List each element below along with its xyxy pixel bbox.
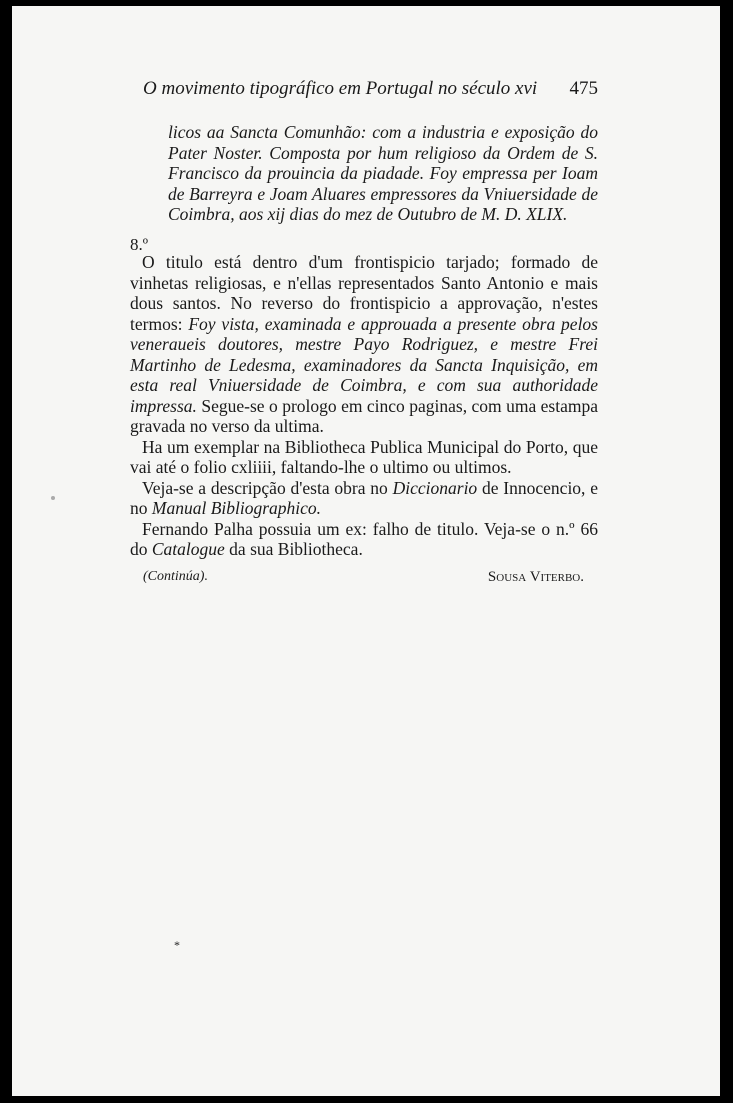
p4-text: Fernando Palha possuia um ex: falho de titulo. Veja-se o n.º 66 do <box>130 518 598 559</box>
p1-text-end: Segue-se o prologo em cinco paginas, com uma estampa gravada no verso da ultima. <box>130 395 598 436</box>
p3-diccionario: Diccionario <box>392 477 478 498</box>
running-header <box>143 78 598 100</box>
p3-manual: Manual Bibliographico. <box>151 498 322 518</box>
p1-approval-quote: Foy vista, examinada e approuada a presente obra pelos veneraueis doutores, mestre Payo Rodriguez, e mestre Frei Martinho de Ledesma, examinadores da Sancta Inquisição, em esta real Vniuersidade de Coimbra, e com sua authoridade impressa. <box>130 313 598 416</box>
p1-text: O titulo está dentro d'um frontispicio tarjado; formado de vinhetas religiosas, e n'ellas representados Santo Antonio e mais dous santos. No reverso do frontispicio a approvação, n'estes termos: <box>130 252 598 334</box>
author-name: Sousa Viterbo. <box>487 569 584 585</box>
p4-catalogue: Catalogue <box>151 539 225 559</box>
page-number: 475 <box>569 78 598 99</box>
paragraph-references <box>130 478 598 519</box>
title-quote <box>168 122 598 225</box>
footer-signature <box>143 569 598 585</box>
continua-label: (Continúa). <box>143 569 208 584</box>
paragraph-palha <box>130 519 598 560</box>
body-text <box>130 252 598 560</box>
header-title: O movimento tipográfico em Portugal no século xvi <box>143 78 538 99</box>
section-number: 8.º <box>130 235 149 254</box>
p4-text-end: da sua Bibliotheca. <box>224 539 363 559</box>
p3-text-mid: de Innocencio, e no <box>130 477 598 518</box>
book-page <box>12 6 720 1096</box>
paragraph-exemplar: Ha um exemplar na Bibliotheca Publica Municipal do Porto, que vai até o folio cxliiii, faltando-lhe o ultimo ou ultimos. <box>130 436 598 477</box>
quote-text: licos aa Sancta Comunhão: com a industria e exposição do Pater Noster. Composta por hum religioso da Ordem de S. Francisco da prouincia da piadade. Foy empressa per Ioam de Barreyra e Joam Aluares empressores da Vniuersidade de Coimbra, aos xij dias do mez de Outubro de M. D. XLIX. <box>168 122 598 224</box>
p3-text: Veja-se a descripção d'esta obra no <box>142 477 393 498</box>
paragraph-title-description <box>130 252 598 437</box>
asterisk-mark: * <box>174 938 180 952</box>
margin-speck <box>51 496 55 500</box>
